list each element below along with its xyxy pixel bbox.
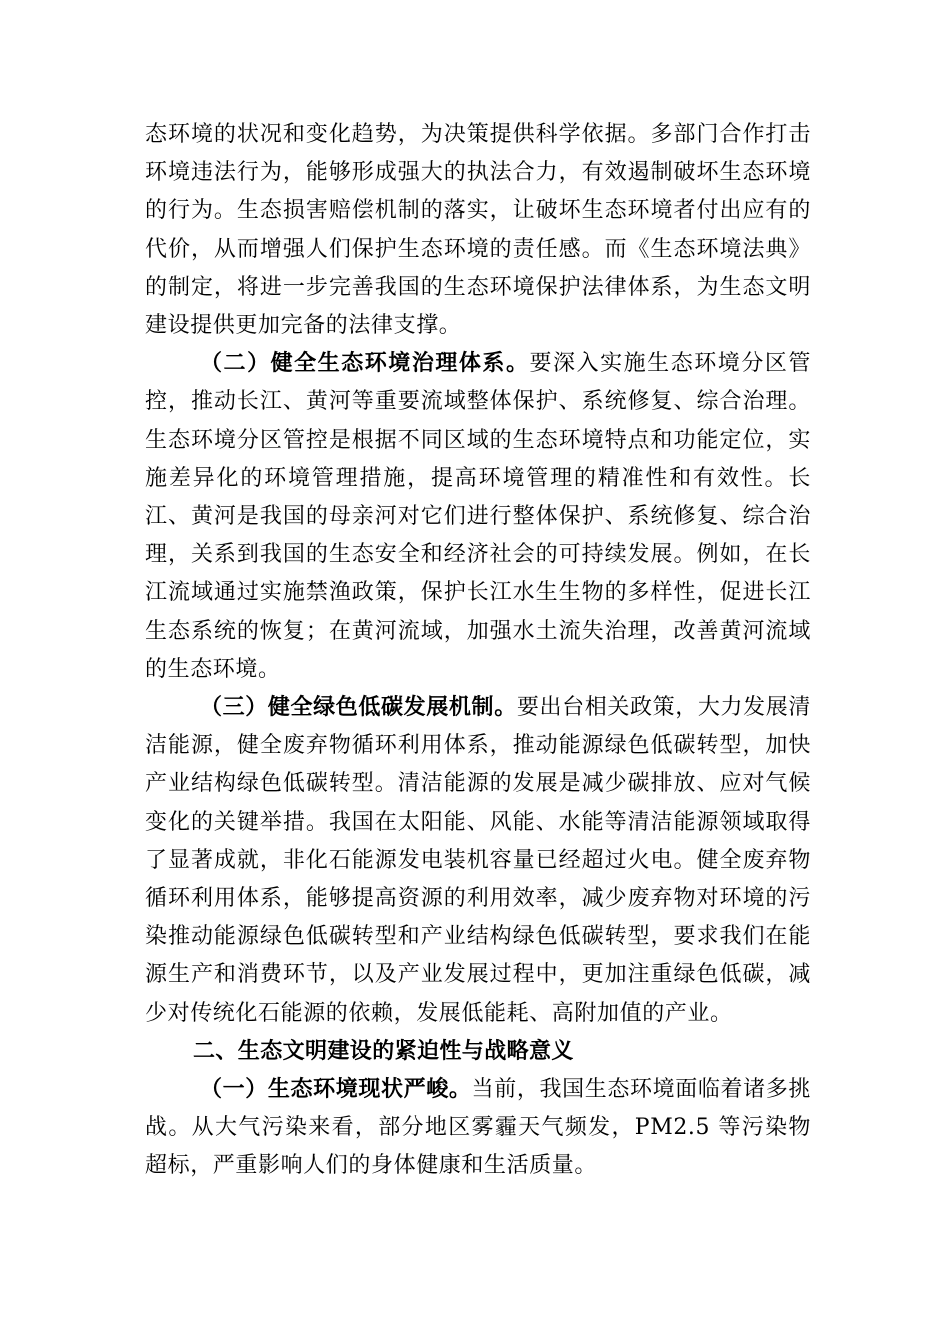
paragraph-subsection-2 bbox=[145, 345, 811, 689]
subsection-body-3: 要出台相关政策，大力发展清洁能源，健全废弃物循环利用体系，推动能源绿色低碳转型，加快产业结构绿色低碳转型。清洁能源的发展是减少碳排放、应对气候变化的关键举措。我国在太阳能、风能、水能等清洁能源领域取得了显著成就，非化石能源发电装机容量已经超过火电。健全废弃物循环利用体系，能够提高资源的利用效率，减少废弃物对环境的污染推动能源绿色低碳转型和产业结构绿色低碳转型，要求我们在能源生产和消费环节，以及产业发展过程中，更加注重绿色低碳，减少对传统化石能源的依赖，发展低能耗、高附加值的产业。 bbox=[145, 695, 811, 1026]
paragraph-subsection-3 bbox=[145, 689, 811, 1033]
subsection-heading-1: （一）生态环境现状严峻。 bbox=[200, 1077, 472, 1103]
subsection-body-1: 当前，我国生态环境面临着诸多挑战。从大气污染来看，部分地区雾霾天气频发，PM2.5 等污染物超标，严重影响人们的身体健康和生活质量。 bbox=[145, 1077, 811, 1179]
subsection-body-2: 要深入实施生态环境分区管控，推动长江、黄河等重要流域整体保护、系统修复、综合治理。生态环境分区管控是根据不同区域的生态环境特点和功能定位，实施差异化的环境管理措施，提高环境管理的精准性和有效性。长江、黄河是我国的母亲河对它们进行整体保护、系统修复、综合治理，关系到我国的生态安全和经济社会的可持续发展。例如，在长江流域通过实施禁渔政策，保护长江水生生物的多样性，促进长江生态系统的恢复；在黄河流域，加强水土流失治理，改善黄河流域的生态环境。 bbox=[145, 351, 811, 682]
subsection-heading-2: （二）健全生态环境治理体系。 bbox=[200, 351, 530, 377]
paragraph-continuation: 态环境的状况和变化趋势，为决策提供科学依据。多部门合作打击环境违法行为，能够形成强大的执法合力，有效遏制破坏生态环境的行为。生态损害赔偿机制的落实，让破坏生态环境者付出应有的代价，从而增强人们保护生态环境的责任感。而《生态环境法典》的制定，将进一步完善我国的生态环境保护法律体系，为生态文明建设提供更加完备的法律支撑。 bbox=[145, 122, 811, 339]
section-heading-2: 二、生态文明建设的紧迫性与战略意义 bbox=[193, 1038, 574, 1064]
paragraph-subsection-1 bbox=[145, 1071, 811, 1186]
document-body bbox=[145, 116, 811, 1186]
subsection-heading-3: （三）健全绿色低碳发展机制。 bbox=[200, 695, 517, 721]
